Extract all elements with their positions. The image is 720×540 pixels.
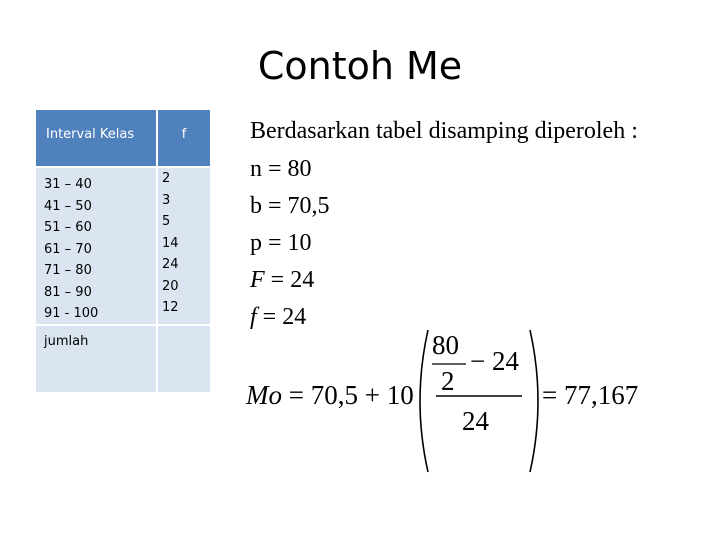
page-title: Contoh Me — [257, 44, 463, 88]
interval-cell: 61 – 70 — [44, 241, 92, 257]
inner-numerator: 80 — [432, 330, 459, 360]
outer-denominator: 24 — [462, 406, 489, 436]
explanation-intro: Berdasarkan tabel disamping diperoleh : — [250, 118, 638, 144]
frequency-cell: 12 — [162, 300, 179, 315]
frequency-cell: 2 — [162, 171, 171, 186]
interval-cell: 91 - 100 — [44, 306, 99, 321]
inner-denominator: 2 — [441, 366, 455, 396]
frequency-cell: 14 — [162, 235, 179, 251]
interval-cell: 31 – 40 — [44, 177, 92, 192]
interval-column — [36, 168, 156, 324]
formula-result: = 77,167 — [542, 380, 639, 410]
interval-cell: 71 – 80 — [44, 263, 92, 278]
equation-p: p = 10 — [250, 230, 312, 256]
frequency-cell: 3 — [162, 192, 171, 208]
equation-F — [250, 267, 314, 294]
frequency-cell: 20 — [162, 278, 179, 294]
frequency-table — [36, 110, 210, 392]
var-F: F — [250, 267, 265, 293]
frequency-column — [158, 168, 210, 324]
interval-cell: 51 – 60 — [44, 220, 92, 235]
frequency-cell: 24 — [162, 257, 179, 272]
mode-formula — [244, 326, 664, 476]
var-f: f — [250, 304, 257, 330]
interval-cell: 81 – 90 — [44, 284, 92, 300]
var-mo: Mo — [246, 380, 282, 410]
equation-b: b = 70,5 — [250, 193, 330, 219]
equation-n: n = 80 — [250, 156, 312, 182]
interval-cell: 41 – 50 — [44, 198, 92, 214]
header-interval: Interval Kelas — [36, 110, 156, 166]
frequency-cell: 5 — [162, 214, 171, 229]
minus-term: − 24 — [470, 346, 519, 376]
total-label: jumlah — [36, 326, 156, 392]
total-value — [158, 326, 210, 392]
value-f: = 24 — [256, 304, 307, 330]
formula-lhs-rest: = 70,5 + 10 — [282, 380, 414, 410]
header-frequency: f — [158, 110, 210, 166]
value-F: = 24 — [264, 267, 315, 293]
